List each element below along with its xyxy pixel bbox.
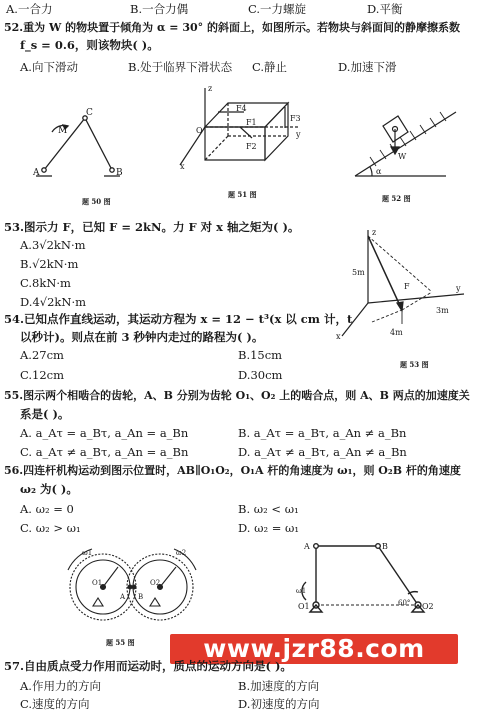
fig51-label-z: z [208, 84, 213, 93]
fig55-label-o1: O1 [92, 579, 103, 587]
q54-option-b: B.15cm [238, 348, 283, 362]
q54-line2: 以秒计)。则点在前 3 秒钟内走过的路程为( )。 [20, 330, 264, 344]
fig56-label-o2: O2 [422, 602, 434, 611]
fig56-label-60deg: 60° [398, 599, 411, 607]
q57-option-a: A.作用力的方向 [20, 679, 101, 693]
q56-option-d: D. ω₂ = ω₁ [238, 521, 300, 535]
fig50-label-m: M [58, 126, 68, 136]
fig53-label-3m: 3m [436, 306, 449, 315]
fig51-label-o: O [196, 126, 203, 135]
option-top-c: C.一力螺旋 [248, 2, 307, 16]
q53-option-d: D.4√2kN·m [20, 295, 87, 309]
q54-option-c: C.12cm [20, 368, 65, 382]
q56-line1: 56.四连杆机构运动到图示位置时，AB∥O₁O₂，O₁A 杆的角速度为 ω₁，则 O₂B 杆的角速度 [4, 464, 461, 477]
q53-option-b: B.√2kN·m [20, 257, 79, 271]
q54-option-a: A.27cm [20, 348, 64, 362]
fig51-caption: 题 51 图 [228, 190, 257, 199]
q57-option-c: C.速度的方向 [20, 697, 90, 711]
watermark-banner: www.jzr88.com [170, 634, 458, 664]
fig55-label-a: A [120, 593, 126, 601]
q55-line1: 55.图示两个相啮合的齿轮，A、B 分别为齿轮 O₁、O₂ 上的啮合点，则 A、B 两点的加速度关 [4, 389, 470, 402]
fig51-label-x: x [180, 162, 185, 171]
fig53-label-y: y [456, 284, 461, 293]
fig55-label-w1: ω1 [82, 549, 93, 557]
q55-option-c: C. a_Aτ ≠ a_Bτ, a_An = a_Bn [20, 445, 189, 459]
fig51-label-f4: F4 [236, 104, 247, 113]
q52-option-d: D.加速下滑 [338, 60, 397, 74]
fig55-label-w2: ω2 [176, 549, 187, 557]
fig52-diagram [355, 112, 456, 176]
q53-line1: 53.图示力 F，已知 F = 2kN。力 F 对 x 轴之矩为( )。 [4, 220, 300, 234]
fig52-label-w: W [398, 152, 407, 161]
fig56-label-b: B [382, 542, 388, 551]
option-top-a: A.一合力 [6, 2, 53, 16]
q54-line1: 54.已知点作直线运动，其运动方程为 x = 12 − t³(x 以 cm 计，t [4, 312, 353, 326]
fig51-label-f1: F1 [246, 118, 257, 127]
fig55-caption: 题 55 图 [106, 638, 135, 647]
fig53-label-4m: 4m [390, 328, 403, 337]
fig50-label-c: C [86, 108, 93, 118]
fig51-label-y: y [296, 130, 301, 139]
fig51-label-f2: F2 [246, 142, 257, 151]
q56-option-b: B. ω₂ < ω₁ [238, 502, 299, 516]
q56-option-c: C. ω₂ > ω₁ [20, 521, 81, 535]
fig53-label-z: z [372, 228, 377, 237]
option-top-d: D.平衡 [367, 2, 403, 16]
fig53-caption: 题 53 图 [400, 360, 429, 369]
fig55-label-b: B [138, 593, 144, 601]
fig50-caption: 题 50 图 [82, 197, 111, 206]
fig52-caption: 题 52 图 [382, 194, 411, 203]
fig53-label-5m: 5m [352, 268, 365, 277]
fig56-label-w1: ω1 [296, 587, 307, 595]
q57-option-b: B.加速度的方向 [238, 679, 320, 693]
fig50-diagram [36, 116, 120, 176]
q52-option-c: C.静止 [252, 60, 288, 74]
q56-line2: ω₂ 为( )。 [20, 482, 78, 496]
q52-option-b: B.处于临界下滑状态 [128, 60, 233, 74]
fig53-label-x: x [336, 332, 341, 341]
fig53-diagram [342, 230, 464, 336]
q54-option-d: D.30cm [238, 368, 283, 382]
q55-option-b: B. a_Aτ = a_Bτ, a_An ≠ a_Bn [238, 426, 407, 440]
fig56-label-o1: O1 [298, 602, 310, 611]
q53-option-a: A.3√2kN·m [20, 238, 86, 252]
q56-option-a: A. ω₂ = 0 [20, 502, 74, 516]
q52-option-a: A.向下滑动 [20, 60, 78, 74]
fig55-label-o2: O2 [150, 579, 161, 587]
q57-line1: 57.自由质点受力作用而运动时，质点的运动方向是( )。 [4, 659, 292, 673]
fig56-label-a: A [304, 542, 310, 551]
fig53-label-f: F [404, 282, 410, 291]
fig50-label-b: B [116, 168, 123, 178]
option-top-b: B.一合力偶 [130, 2, 189, 16]
q53-option-c: C.8kN·m [20, 276, 71, 290]
fig50-label-a: A [33, 168, 40, 178]
q55-line2: 系是( )。 [20, 407, 70, 421]
q55-option-a: A. a_Aτ = a_Bτ, a_An = a_Bn [20, 426, 189, 440]
q55-option-d: D. a_Aτ ≠ a_Bτ, a_An ≠ a_Bn [238, 445, 407, 459]
q57-option-d: D.初速度的方向 [238, 697, 320, 711]
q52-line1: 52.重为 W 的物块置于倾角为 α = 30° 的斜面上，如图所示。若物块与斜面间的静摩擦系数 [4, 21, 460, 34]
fig52-label-alpha: α [376, 167, 382, 176]
fig51-label-f3: F3 [290, 114, 301, 123]
q52-line2: f_s = 0.6，则该物块( )。 [20, 38, 159, 52]
